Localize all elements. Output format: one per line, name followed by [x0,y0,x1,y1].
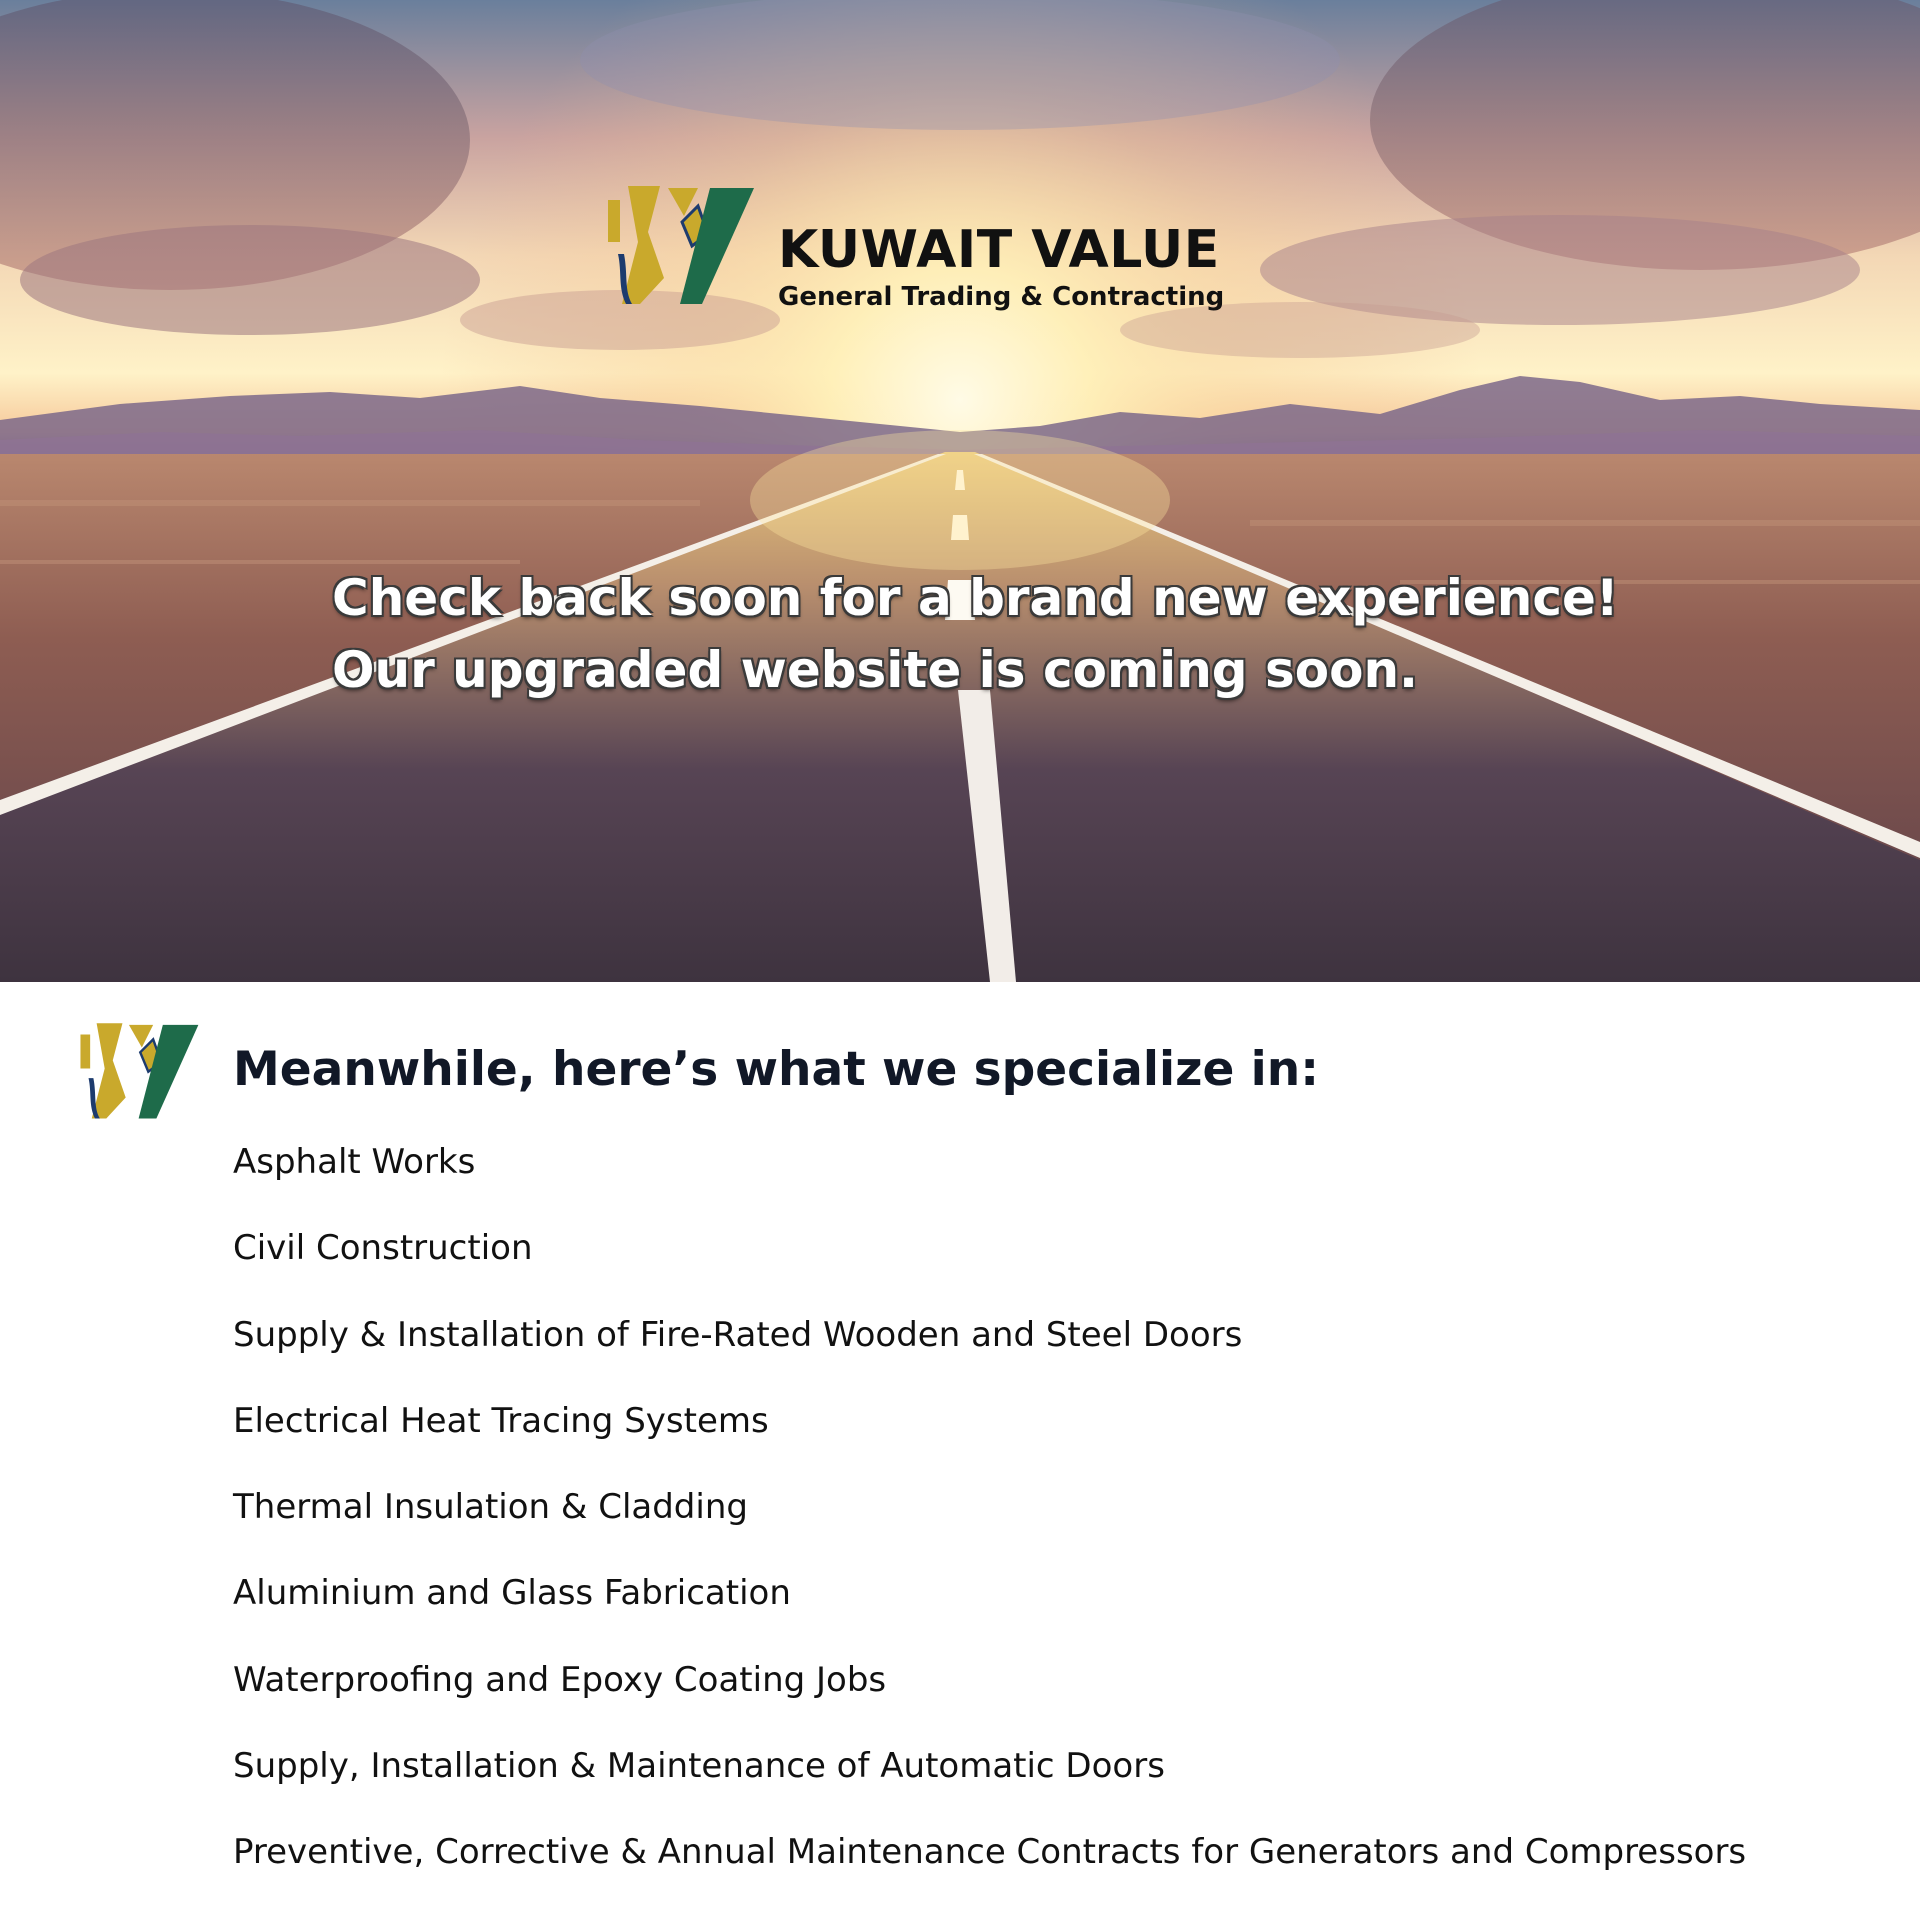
list-item: Asphalt Works [233,1142,476,1182]
kuwait-value-small-logo-icon [72,1020,202,1125]
list-item: Aluminium and Glass Fabrication [233,1573,791,1614]
brand-lockup [598,182,1225,322]
headline-line-1: Check back soon for a brand new experience! [332,569,1619,627]
services-list [233,1142,1746,1919]
list-item: Waterproofing and Epoxy Coating Jobs [233,1659,887,1700]
brand-name: KUWAIT VALUE [778,220,1220,280]
brand-tagline: General Trading & Contracting [778,282,1225,312]
list-item: Thermal Insulation & Cladding [233,1487,748,1528]
services-section [0,982,1920,1920]
services-title: Meanwhile, here’s what we specialize in: [233,1042,1320,1097]
list-item: Supply, Installation & Maintenance of Automatic Doors [233,1746,1165,1787]
kuwait-value-logo-icon [598,182,758,312]
list-item: Preventive, Corrective & Annual Maintenance Contracts for Generators and Compressors [233,1832,1747,1873]
list-item: Electrical Heat Tracing Systems [233,1400,769,1441]
list-item: Civil Construction [233,1228,533,1269]
list-item: Supply & Installation of Fire-Rated Wooden and Steel Doors [233,1314,1243,1355]
headline-line-2: Our upgraded website is coming soon. [332,641,1419,699]
coming-soon-headline [332,562,1619,706]
